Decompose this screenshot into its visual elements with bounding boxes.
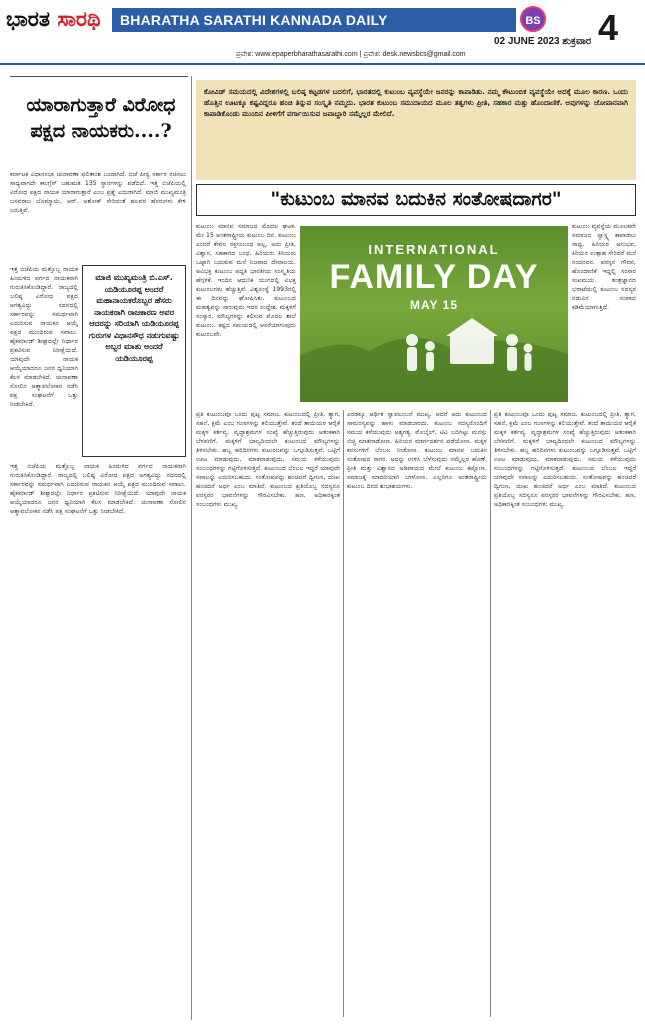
photo-caption-line1: INTERNATIONAL bbox=[368, 242, 500, 257]
main-column-divider-1 bbox=[343, 410, 344, 1017]
main-article-col2: ಎರಡಕ್ಕೂ ಆರ್ಥಿಕ ಸ್ವಾವಲಂಬನೆ ಮುಖ್ಯ. ಆದರೆ ಅದು ಕುಟುಂಬದ ಸಾಮರಸ್ಯವನ್ನು ಹಾಳು ಮಾಡಬಾರದು. ಕುಟುಂಬ ಸದಸ್ಯರೊಂದಿಗೆ ಸಮಯ ಕಳೆಯುವುದು ಅತ್ಯಗತ್ಯ. ಮೊಬೈಲ್, ಟಿವಿ ಬದಿಗಿಟ್ಟು ಮನಸ್ಸು ಬಿಚ್ಚಿ ಮಾತನಾಡೋಣ. ಹಿರಿಯರ ಮಾರ್ಗದರ್ಶನ ಪಡೆಯೋಣ. ಮಕ್ಕಳ ಕನಸುಗಳಿಗೆ ಬೆಂಬಲ ನೀಡೋಣ. ಕುಟುಂಬ ಮಾನವ ಬದುಕಿನ ಸಂತೋಷದ ಸಾಗರ. ಅದನ್ನು ಉಳಿಸಿ ಬೆಳೆಸುವುದು ನಮ್ಮೆಲ್ಲರ ಹೊಣೆ. ಪ್ರೀತಿ ಮತ್ತು ವಿಶ್ವಾಸದ ಅಡಿಪಾಯದ ಮೇಲೆ ಕುಟುಂಬ ಕಟ್ಟೋಣ. ಸಮಾಜಕ್ಕೆ ಮಾದರಿಯಾಗಿ ಬಾಳೋಣ. ಎಲ್ಲರಿಗೂ ಅಂತರಾಷ್ಟ್ರೀಯ ಕುಟುಂಬ ದಿನದ ಶುಭಾಶಯಗಳು. bbox=[347, 411, 487, 490]
main-article-col1-top: ಕುಟುಂಬ ಮಾನವ ಸಮಾಜದ ಮೊದಲ ಘಟಕ. ಮೇ 15 ಅಂತರಾಷ್ಟ್ರೀಯ ಕುಟುಂಬ ದಿನ. ಕುಟುಂಬ ಎಂದರೆ ಕೇವಲ ರಕ್ತಸಂಬಂಧ ಅಲ್ಲ, ಅದು ಪ್ರೀತಿ, ವಿಶ್ವಾಸ, ಸಹಕಾರದ ಬಂಧ. ಹಿರಿಯರು ಕಿರಿಯರು ಒಟ್ಟಾಗಿ ಬದುಕುವ ಮನೆ ನಿಜವಾದ ದೇವಾಲಯ. ಅವಿಭಕ್ತ ಕುಟುಂಬ ಪದ್ಧತಿ ಭಾರತೀಯ ಸಂಸ್ಕೃತಿಯ ಹೆಗ್ಗಳಿಕೆ. ಇಂದಿನ ಆಧುನಿಕ ಯುಗದಲ್ಲಿ ವಿಭಕ್ತ ಕುಟುಂಬಗಳು ಹೆಚ್ಚುತ್ತಿವೆ. ವಿಶ್ವಸಂಸ್ಥೆ 1993ರಲ್ಲಿ ಈ ದಿನವನ್ನು ಘೋಷಿಸಿತು. ಕುಟುಂಬದ ಮಹತ್ವವನ್ನು ಸಾರುವುದು ಇದರ ಉದ್ದೇಶ. ಮಕ್ಕಳಿಗೆ ಸಂಸ್ಕಾರ, ಮೌಲ್ಯಗಳನ್ನು ಕಲಿಸುವ ಮೊದಲ ಶಾಲೆ ಕುಟುಂಬ. ಕಷ್ಟದ ಸಮಯದಲ್ಲಿ ಆಸರೆಯಾಗುವುದು ಕುಟುಂಬವೇ. bbox=[196, 223, 296, 338]
logo-part-black: ಭಾರತ bbox=[6, 6, 58, 31]
publication-title-bar: BHARATHA SARATHI KANNADA DAILY bbox=[112, 8, 516, 32]
left-article-headline: ಯಾರಾಗುತ್ತಾರೆ ವಿರೋಧ ಪಕ್ಷದ ನಾಯಕರು....? bbox=[26, 94, 176, 142]
bs-logo-badge: BS bbox=[520, 6, 546, 32]
intro-blurb: ಕೋವಿಡ್ ಸಮಯದಲ್ಲಿ ವಿದೇಶಗಳಲ್ಲಿ ಬಲಿಷ್ಠ ಕಟ್ಟಡಗಳ ಬದಲಿಗೆ, ಭಾರತದಲ್ಲಿ ಕುಟುಂಬ ವ್ಯವಸ್ಥೆಯೇ ಜನರನ್ನು ಕಾಪಾಡಿತು. ನಮ್ಮ ಕೌಟುಂಬಿಕ ವ್ಯವಸ್ಥೆಯೇ ಅದಕ್ಕೆ ಮೂಲ ಕಾರಣ. ಒಂದು ಹೊತ್ತಿನ ಊಟಕ್ಕೂ ಕಷ್ಟವಿದ್ದರೂ ಹಂಚಿ ತಿನ್ನುವ ಸಂಸ್ಕೃತಿ ನಮ್ಮದು. ಭಾರತ ಕುಟುಂಬ ಸಮುದಾಯದ ಮೂಲ ತತ್ವಗಳು ಪ್ರೀತಿ, ಸಹಕಾರ ಮತ್ತು ಹೊಂದಾಣಿಕೆ. ಅವುಗಳನ್ನು ಜೋಪಾನವಾಗಿ ಕಾಪಾಡಿಕೊಂಡು ಮುಂದಿನ ಪೀಳಿಗೆಗೆ ವರ್ಗಾಯಿಸುವ ಜವಾಬ್ದಾರಿ ನಮ್ಮೆಲ್ಲರ ಮೇಲಿದೆ. bbox=[196, 80, 636, 180]
masthead-rule bbox=[0, 63, 645, 65]
family-silhouette-icon bbox=[300, 226, 568, 402]
page-number: 4 bbox=[598, 7, 619, 48]
left-article-body-top: ಕರ್ನಾಟಕ ವಿಧಾನಸಭಾ ಚುನಾವಣಾ ಫಲಿತಾಂಶ ಬಂದಾಗಿದೆ. ಬಿಜೆ ಪೀಠ್ಯ ಸರ್ಕಾರ ರಚಿಸಲು ಸಾಧ್ಯವಾಗದೇ ಕಾಂಗ್ರೆಸ್ ಬಹುಮತ 135 ಸ್ಥಾನಗಳನ್ನು ಪಡೆದಿದೆ. ಇತ್ತ ಬಿಜೆಪಿಯಲ್ಲಿ ವಿರೋಧ ಪಕ್ಷದ ನಾಯಕ ಯಾರಾಗುತ್ತಾರೆ ಎಂಬ ಪ್ರಶ್ನೆ ಎದುರಾಗಿದೆ. ಮಾಜಿ ಮುಖ್ಯಮಂತ್ರಿ ಬಸವರಾಜ ಬೊಮ್ಮಾಯಿ, ಆರ್. ಅಶೋಕ್ ಸೇರಿದಂತೆ ಹಲವರ ಹೆಸರುಗಳು ಕೇಳಿ ಬರುತ್ತಿವೆ. bbox=[10, 171, 186, 214]
contact-line: ಪ್ರವೇಶ: www.epaperbharathasarathi.com | ಪ್ರವೇಶ: desk.newsbcs@gmail.com bbox=[236, 51, 466, 58]
photo-caption-line3: MAY 15 bbox=[409, 298, 459, 312]
family-day-photo bbox=[300, 226, 568, 402]
left-column-top-rule bbox=[10, 76, 188, 77]
main-article-col3-top: ಕುಟುಂಬ ವ್ಯವಸ್ಥೆಯ ಮೂಲಕವೇ ಸಮಾಜದ ಸ್ವಾಸ್ಥ್ಯ ಕಾಪಾಡಲು ಸಾಧ್ಯ. ಹಿರಿಯರ ಅನುಭವ, ಕಿರಿಯರ ಉತ್ಸಾಹ ಸೇರಿದರೆ ಮನೆ ನಂದನವನ. ಪರಸ್ಪರ ಗೌರವ, ಹೊಂದಾಣಿಕೆ ಇದ್ದಲ್ಲಿ ಸಂಸಾರ ಸುಖಮಯ. ತಂತ್ರಜ್ಞಾನದ ಭರಾಟೆಯಲ್ಲಿ ಕುಟುಂಬ ಸದಸ್ಯರ ನಡುವಿನ ಸಂವಾದ ಕಡಿಮೆಯಾಗುತ್ತಿದೆ. bbox=[572, 223, 636, 311]
publication-logo bbox=[6, 6, 101, 32]
left-article-body-side: ಇತ್ತ ಬಿಜೆಪಿಯ ಮತ್ತೊಬ್ಬ ನಾಯಕ ಹಿಂದುಳಿದ ವರ್ಗದ ನಾಯಕರಾಗಿ ಗುರುತಿಸಿಕೊಂಡಿದ್ದಾರೆ. ರಾಜ್ಯದಲ್ಲಿ ಬಲಿಷ್ಠ ವಿರೋಧ ಪಕ್ಷದ ಅಗತ್ಯವಿದ್ದು ಸದನದಲ್ಲಿ ಸರ್ಕಾರವನ್ನು ಸಮರ್ಥವಾಗಿ ಎದುರಿಸುವ ನಾಯಕನ ಆಯ್ಕೆ ಪಕ್ಷದ ಮುಂದಿರುವ ಸವಾಲು. ಹೈಕಮಾಂಡ್ ಶೀಘ್ರದಲ್ಲೇ ನಿರ್ಧಾರ ಪ್ರಕಟಿಸುವ ನಿರೀಕ್ಷೆಯಿದೆ. ಯಾವುದೇ ನಾಯಕ ಆಯ್ಕೆಯಾದರೂ ಜನರ ಧ್ವನಿಯಾಗಿ ಕೆಲಸ ಮಾಡಬೇಕಿದೆ. ಚುನಾವಣಾ ಸೋಲಿನ ಆತ್ಮಾವಲೋಕನ ನಡೆಸಿ ಪಕ್ಷ ಸಂಘಟನೆಗೆ ಒತ್ತು ನೀಡಬೇಕಿದೆ. bbox=[10, 266, 78, 408]
main-article-headline: "ಕುಟುಂಬ ಮಾನವ ಬದುಕಿನ ಸಂತೋಷದಾಗರ" bbox=[196, 184, 636, 216]
masthead bbox=[0, 0, 645, 66]
column-divider bbox=[191, 76, 192, 1020]
issue-date: 02 JUNE 2023 ಶುಕ್ರವಾರ bbox=[494, 36, 592, 47]
photo-caption-line2: FAMILY DAY bbox=[329, 258, 539, 296]
main-article-col1: ಪ್ರತಿ ಕುಟುಂಬವೂ ಒಂದು ಪುಟ್ಟ ಸಮಾಜ. ಕುಟುಂಬದಲ್ಲಿ ಪ್ರೀತಿ, ತ್ಯಾಗ, ಸಹನೆ, ಕ್ಷಮೆ ಎಂಬ ಗುಣಗಳನ್ನು ಕಲಿಯುತ್ತೇವೆ. ತಂದೆ ತಾಯಿಯರ ಆರೈಕೆ ಮಕ್ಕಳ ಕರ್ತವ್ಯ. ವೃದ್ಧಾಶ್ರಮಗಳ ಸಂಖ್ಯೆ ಹೆಚ್ಚುತ್ತಿರುವುದು ಆತಂಕಕಾರಿ ಬೆಳವಣಿಗೆ. ಮಕ್ಕಳಿಗೆ ಬಾಲ್ಯದಿಂದಲೇ ಕುಟುಂಬದ ಮೌಲ್ಯಗಳನ್ನು ತಿಳಿಸಬೇಕು. ಹಬ್ಬ ಹರಿದಿನಗಳು ಕುಟುಂಬವನ್ನು ಒಗ್ಗೂಡಿಸುತ್ತವೆ. ಒಟ್ಟಿಗೆ ಊಟ ಮಾಡುವುದು, ಮಾತನಾಡುವುದು, ಸಮಯ ಕಳೆಯುವುದು ಸಂಬಂಧಗಳನ್ನು ಗಟ್ಟಿಗೊಳಿಸುತ್ತದೆ. ಕುಟುಂಬದ ಬೆಂಬಲ ಇದ್ದರೆ ಯಾವುದೇ ಸವಾಲನ್ನು ಎದುರಿಸಬಹುದು. ಸಂತೋಷವನ್ನು ಹಂಚಿದರೆ ದ್ವಿಗುಣ, ದುಃಖ ಹಂಚಿದರೆ ಅರ್ಧ ಎಂಬ ಮಾತಿದೆ. ಕುಟುಂಬದ ಪ್ರತಿಯೊಬ್ಬ ಸದಸ್ಯನೂ ಪರಸ್ಪರರ ಭಾವನೆಗಳನ್ನು ಗೌರವಿಸಬೇಕು. ಹಣ, ಅಧಿಕಾರಕ್ಕಿಂತ ಸಂಬಂಧಗಳು ಮುಖ್ಯ. bbox=[196, 411, 340, 508]
main-column-divider-2 bbox=[490, 410, 491, 1017]
left-article-body-bottom: ಇತ್ತ ಬಿಜೆಪಿಯ ಮತ್ತೊಬ್ಬ ನಾಯಕ ಹಿಂದುಳಿದ ವರ್ಗದ ನಾಯಕರಾಗಿ ಗುರುತಿಸಿಕೊಂಡಿದ್ದಾರೆ. ರಾಜ್ಯದಲ್ಲಿ ಬಲಿಷ್ಠ ವಿರೋಧ ಪಕ್ಷದ ಅಗತ್ಯವಿದ್ದು ಸದನದಲ್ಲಿ ಸರ್ಕಾರವನ್ನು ಸಮರ್ಥವಾಗಿ ಎದುರಿಸುವ ನಾಯಕನ ಆಯ್ಕೆ ಪಕ್ಷದ ಮುಂದಿರುವ ಸವಾಲು. ಹೈಕಮಾಂಡ್ ಶೀಘ್ರದಲ್ಲೇ ನಿರ್ಧಾರ ಪ್ರಕಟಿಸುವ ನಿರೀಕ್ಷೆಯಿದೆ. ಯಾವುದೇ ನಾಯಕ ಆಯ್ಕೆಯಾದರೂ ಜನರ ಧ್ವನಿಯಾಗಿ ಕೆಲಸ ಮಾಡಬೇಕಿದೆ. ಚುನಾವಣಾ ಸೋಲಿನ ಆತ್ಮಾವಲೋಕನ ನಡೆಸಿ ಪಕ್ಷ ಸಂಘಟನೆಗೆ ಒತ್ತು ನೀಡಬೇಕಿದೆ. bbox=[10, 463, 186, 515]
main-article-col3: ಪ್ರತಿ ಕುಟುಂಬವೂ ಒಂದು ಪುಟ್ಟ ಸಮಾಜ. ಕುಟುಂಬದಲ್ಲಿ ಪ್ರೀತಿ, ತ್ಯಾಗ, ಸಹನೆ, ಕ್ಷಮೆ ಎಂಬ ಗುಣಗಳನ್ನು ಕಲಿಯುತ್ತೇವೆ. ತಂದೆ ತಾಯಿಯರ ಆರೈಕೆ ಮಕ್ಕಳ ಕರ್ತವ್ಯ. ವೃದ್ಧಾಶ್ರಮಗಳ ಸಂಖ್ಯೆ ಹೆಚ್ಚುತ್ತಿರುವುದು ಆತಂಕಕಾರಿ ಬೆಳವಣಿಗೆ. ಮಕ್ಕಳಿಗೆ ಬಾಲ್ಯದಿಂದಲೇ ಕುಟುಂಬದ ಮೌಲ್ಯಗಳನ್ನು ತಿಳಿಸಬೇಕು. ಹಬ್ಬ ಹರಿದಿನಗಳು ಕುಟುಂಬವನ್ನು ಒಗ್ಗೂಡಿಸುತ್ತವೆ. ಒಟ್ಟಿಗೆ ಊಟ ಮಾಡುವುದು, ಮಾತನಾಡುವುದು, ಸಮಯ ಕಳೆಯುವುದು ಸಂಬಂಧಗಳನ್ನು ಗಟ್ಟಿಗೊಳಿಸುತ್ತದೆ. ಕುಟುಂಬದ ಬೆಂಬಲ ಇದ್ದರೆ ಯಾವುದೇ ಸವಾಲನ್ನು ಎದುರಿಸಬಹುದು. ಸಂತೋಷವನ್ನು ಹಂಚಿದರೆ ದ್ವಿಗುಣ, ದುಃಖ ಹಂಚಿದರೆ ಅರ್ಧ ಎಂಬ ಮಾತಿದೆ. ಕುಟುಂಬದ ಪ್ರತಿಯೊಬ್ಬ ಸದಸ್ಯನೂ ಪರಸ್ಪರರ ಭಾವನೆಗಳನ್ನು ಗೌರವಿಸಬೇಕು. ಹಣ, ಅಧಿಕಾರಕ್ಕಿಂತ ಸಂಬಂಧಗಳು ಮುಖ್ಯ. bbox=[494, 411, 636, 508]
left-article-pull-quote: ಮಾಜಿ ಮುಖ್ಯಮಂತ್ರಿ ಬಿ.ಎಸ್. ಯಡಿಯೂರಪ್ಪ ಅಂದರೆ ಮಹಾನಾಯಕರೊಬ್ಬರ ಹೆಸರು ನಾಯಕರಾಗಿ ರಾಜಕಾರಣ ಅವರ ಆದರನ್ನು ಸರಿಯಾಗಿ ಯಡಿಯೂರಪ್ಪ ಗುರುಗಳ ವಿಧಾನಸೌಧ ನಡುಗುವಷ್ಟು ಅಬ್ಬರ ಮಾತು ಅಂದರೆ ಯಡಿಯೂರಪ್ಪ bbox=[82, 265, 186, 457]
logo-part-red: ಸಾರಥಿ bbox=[57, 6, 101, 31]
